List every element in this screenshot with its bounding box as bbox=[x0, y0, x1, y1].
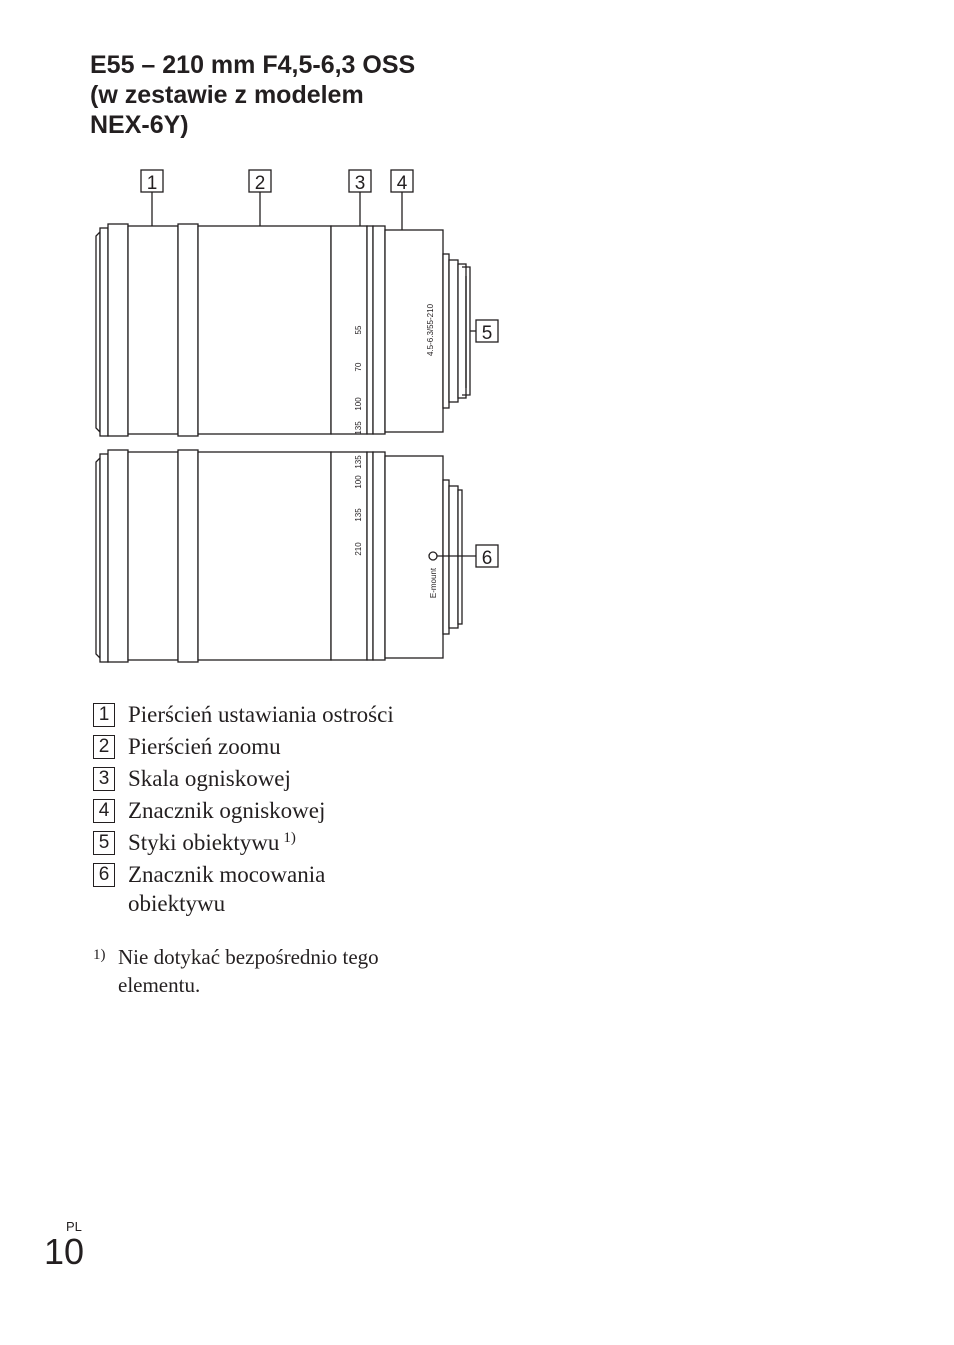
svg-text:2: 2 bbox=[254, 173, 266, 194]
parts-legend bbox=[93, 700, 513, 921]
footnote-ref: 1) bbox=[283, 830, 296, 846]
legend-text-continued: obiektywu bbox=[128, 891, 226, 916]
legend-item bbox=[93, 732, 513, 761]
svg-text:135: 135 bbox=[354, 421, 363, 435]
svg-text:5: 5 bbox=[481, 323, 493, 344]
callout-6 bbox=[476, 545, 498, 569]
legend-text: Skala ogniskowej bbox=[128, 766, 291, 791]
svg-text:210: 210 bbox=[354, 542, 363, 556]
legend-item bbox=[93, 700, 513, 729]
callout-5 bbox=[476, 320, 498, 344]
legend-number-badge: 4 bbox=[93, 799, 115, 823]
svg-text:E-mount: E-mount bbox=[429, 567, 438, 599]
legend-number-badge: 6 bbox=[93, 863, 115, 887]
lens-top-view bbox=[96, 224, 466, 436]
svg-text:4.5-6.3/55-210: 4.5-6.3/55-210 bbox=[426, 303, 435, 357]
legend-item bbox=[93, 860, 513, 918]
legend-item bbox=[93, 796, 513, 825]
legend-text: Styki obiektywu bbox=[128, 830, 280, 855]
legend-text: Pierścień ustawiania ostrości bbox=[128, 702, 394, 727]
svg-text:135: 135 bbox=[354, 508, 363, 522]
lens-diagram bbox=[80, 160, 510, 680]
footnote-text: Nie dotykać bezpośrednio tego elementu. bbox=[118, 945, 379, 997]
callout-2 bbox=[249, 170, 271, 194]
legend-text: Pierścień zoomu bbox=[128, 734, 281, 759]
svg-text:100: 100 bbox=[354, 397, 363, 411]
page-number: 10 bbox=[44, 1231, 85, 1272]
legend-number-badge: 1 bbox=[93, 703, 115, 727]
svg-text:6: 6 bbox=[481, 548, 493, 569]
svg-text:55: 55 bbox=[354, 325, 363, 335]
legend-item bbox=[93, 828, 513, 857]
footnote bbox=[93, 943, 453, 999]
svg-text:135: 135 bbox=[354, 455, 363, 469]
legend-text: Znacznik mocowania bbox=[128, 862, 326, 887]
callout-3 bbox=[349, 170, 371, 194]
svg-text:70: 70 bbox=[354, 362, 363, 372]
legend-item bbox=[93, 764, 513, 793]
legend-number-badge: 2 bbox=[93, 735, 115, 759]
legend-number-badge: 5 bbox=[93, 831, 115, 855]
callout-1 bbox=[141, 170, 163, 194]
language-code: PL bbox=[66, 1219, 82, 1234]
svg-text:3: 3 bbox=[354, 173, 366, 194]
legend-number-badge: 3 bbox=[93, 767, 115, 791]
section-heading bbox=[90, 50, 470, 140]
callout-4 bbox=[391, 170, 413, 194]
heading-line-2: (w zestawie z modelem bbox=[90, 81, 364, 109]
footnote-mark: 1) bbox=[93, 947, 106, 963]
heading-line-1: E55 – 210 mm F4,5-6,3 OSS bbox=[90, 51, 416, 79]
lens-bottom-view bbox=[96, 450, 462, 662]
svg-text:100: 100 bbox=[354, 475, 363, 489]
lens-diagram-svg bbox=[80, 160, 510, 680]
legend-text: Znacznik ogniskowej bbox=[128, 798, 326, 823]
svg-text:1: 1 bbox=[146, 173, 158, 194]
svg-text:4: 4 bbox=[396, 173, 408, 194]
heading-line-3: NEX-6Y) bbox=[90, 111, 189, 139]
